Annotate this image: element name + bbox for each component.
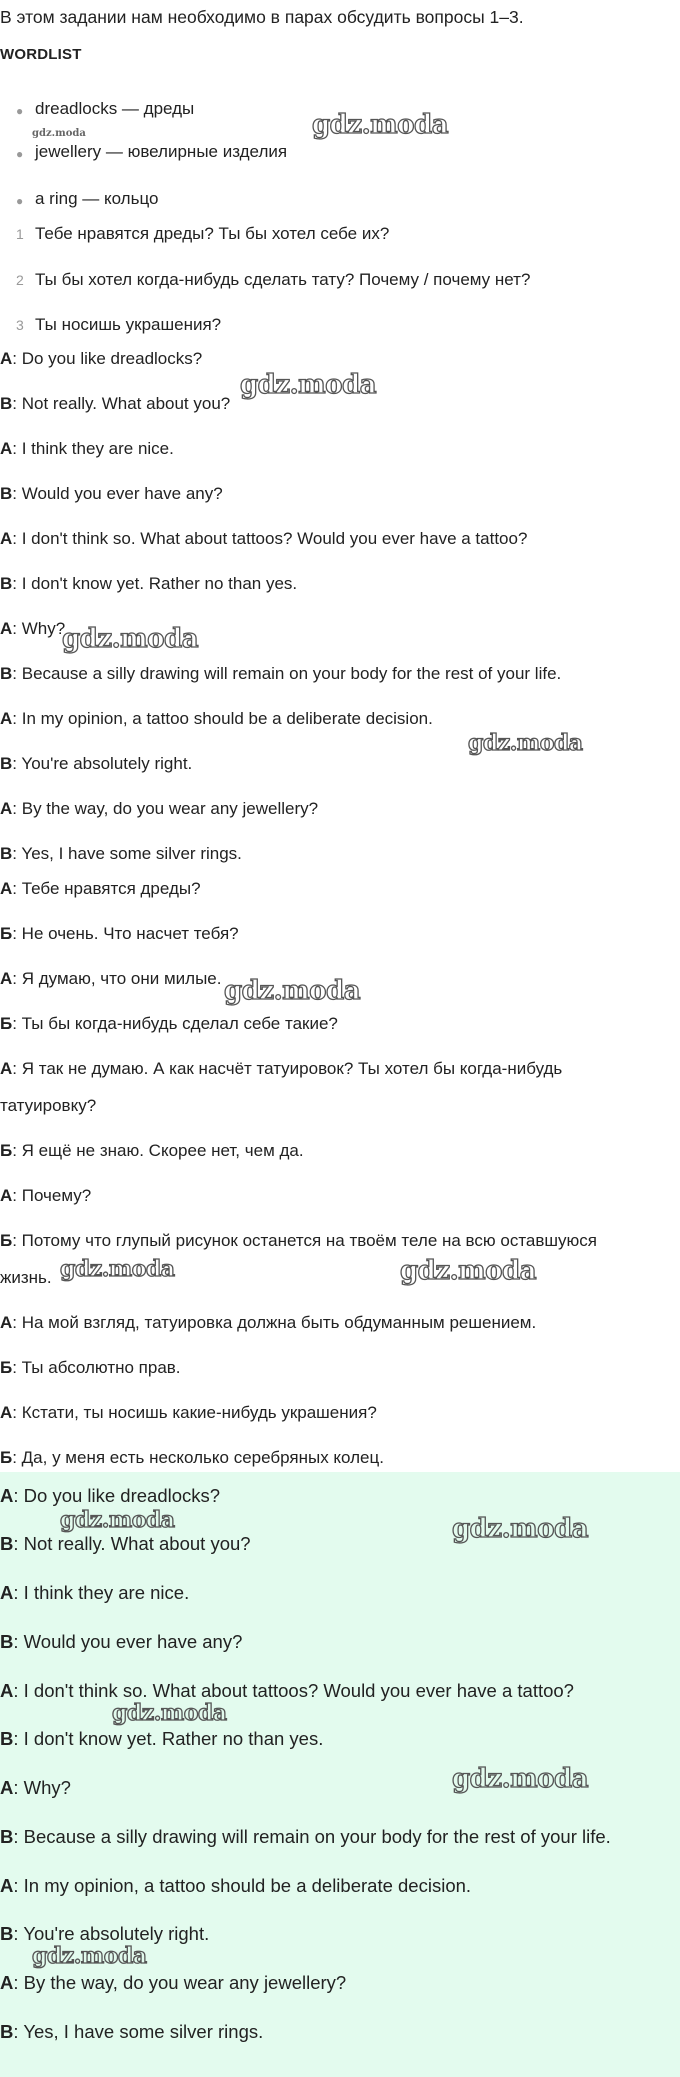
speaker: Б	[0, 1448, 13, 1467]
dialogue-line: B: Yes, I have some silver rings.	[0, 844, 242, 863]
dialogue-line: Б: Ты абсолютно прав.	[0, 1358, 181, 1377]
speaker: A	[0, 1777, 14, 1798]
speaker: B	[0, 484, 13, 503]
dialogue-line: B: I don't know yet. Rather no than yes.	[0, 1728, 324, 1749]
speaker: A	[0, 1875, 14, 1896]
dialogue-line: A: Do you like dreadlocks?	[0, 349, 203, 368]
speaker: А	[0, 879, 13, 898]
watermark-logo: gdz.moda	[60, 1507, 175, 1533]
watermark-logo: gdz.moda	[452, 1764, 589, 1794]
watermark-logo: gdz.moda	[468, 730, 583, 756]
speaker: A	[0, 1485, 14, 1506]
dialogue-line: A: I don't think so. What about tattoos? Would you ever have a tattoo?	[0, 1680, 574, 1701]
wordlist-item: jewellery — ювелирные изделия	[35, 142, 288, 161]
watermark-logo: gdz.moda	[312, 110, 449, 140]
dialogue-line: B: Not really. What about you?	[0, 1533, 251, 1554]
dialogue-line: B: You're absolutely right.	[0, 1923, 210, 1944]
speaker: A	[0, 799, 13, 818]
speaker: А	[0, 1403, 13, 1422]
dialogue-line: А: Тебе нравятся дреды?	[0, 879, 201, 898]
question-text: Ты бы хотел когда-нибудь сделать тату? Почему / почему нет?	[35, 270, 531, 289]
speaker: A	[0, 1680, 14, 1701]
speaker: B	[0, 844, 13, 863]
dialogue-line: А: Кстати, ты носишь какие-нибудь украшения?	[0, 1403, 377, 1422]
dialogue-line-continuation: жизнь.	[0, 1268, 52, 1287]
dialogue-line: B: Not really. What about you?	[0, 394, 231, 413]
speaker: Б	[0, 924, 13, 943]
bullet-icon: ●	[16, 194, 24, 208]
dialogue-line: А: Я так не думаю. А как насчёт татуировок? Ты хотел бы когда-нибудь	[0, 1059, 563, 1078]
speaker: А	[0, 1313, 13, 1332]
dialogue-line: A: Why?	[0, 1777, 71, 1798]
wordlist-item: dreadlocks — дреды	[35, 99, 195, 118]
watermark-logo: gdz.moda	[112, 1700, 227, 1726]
speaker: А	[0, 1186, 13, 1205]
speaker: B	[0, 2021, 14, 2042]
speaker: B	[0, 1631, 14, 1652]
wordlist-title: WORDLIST	[0, 46, 82, 63]
watermark-logo: gdz.moda	[452, 1514, 589, 1544]
dialogue-line: A: Why?	[0, 619, 66, 638]
speaker: A	[0, 1582, 14, 1603]
dialogue-line: А: Почему?	[0, 1186, 92, 1205]
question-text: Тебе нравятся дреды? Ты бы хотел себе их?	[35, 224, 390, 243]
dialogue-line: B: I don't know yet. Rather no than yes.	[0, 574, 298, 593]
dialogue-line: А: Я думаю, что они милые.	[0, 969, 222, 988]
dialogue-line: A: Do you like dreadlocks?	[0, 1485, 221, 1506]
dialogue-line: Б: Ты бы когда-нибудь сделал себе такие?	[0, 1014, 338, 1033]
dialogue-line: A: By the way, do you wear any jewellery?	[0, 1972, 347, 1993]
speaker: B	[0, 1728, 14, 1749]
dialogue-line: Б: Не очень. Что насчет тебя?	[0, 924, 239, 943]
dialogue-line: А: На мой взгляд, татуировка должна быть обдуманным решением.	[0, 1313, 537, 1332]
dialogue-line: B: Would you ever have any?	[0, 1631, 243, 1652]
dialogue-line-continuation: татуировку?	[0, 1096, 97, 1115]
watermark-logo: gdz.moda	[32, 128, 86, 139]
dialogue-line: A: I think they are nice.	[0, 439, 174, 458]
speaker: B	[0, 1533, 14, 1554]
speaker: B	[0, 1923, 14, 1944]
dialogue-line: Б: Да, у меня есть несколько серебряных колец.	[0, 1448, 384, 1467]
speaker: Б	[0, 1358, 13, 1377]
speaker: B	[0, 574, 13, 593]
dialogue-line: A: I think they are nice.	[0, 1582, 190, 1603]
speaker: B	[0, 754, 13, 773]
dialogue-line: B: Would you ever have any?	[0, 484, 223, 503]
watermark-logo: gdz.moda	[62, 624, 199, 654]
dialogue-line: B: Because a silly drawing will remain on your body for the rest of your life.	[0, 1826, 611, 1847]
speaker: А	[0, 969, 13, 988]
watermark-logo: gdz.moda	[60, 1256, 175, 1282]
question-number: 3	[16, 317, 24, 333]
speaker: B	[0, 1826, 14, 1847]
dialogue-line: B: You're absolutely right.	[0, 754, 193, 773]
intro-text: В этом задании нам необходимо в парах обсудить вопросы 1–3.	[0, 7, 524, 27]
watermark-logo: gdz.moda	[224, 976, 361, 1006]
question-number: 1	[16, 226, 24, 242]
speaker: Б	[0, 1141, 13, 1160]
speaker: B	[0, 664, 13, 683]
speaker: B	[0, 394, 13, 413]
speaker: A	[0, 349, 13, 368]
speaker: А	[0, 1059, 13, 1078]
dialogue-line: A: In my opinion, a tattoo should be a deliberate decision.	[0, 1875, 472, 1896]
question-number: 2	[16, 272, 24, 288]
speaker: A	[0, 529, 13, 548]
dialogue-line: A: By the way, do you wear any jewellery?	[0, 799, 319, 818]
dialogue-line: B: Yes, I have some silver rings.	[0, 2021, 264, 2042]
dialogue-line: Б: Потому что глупый рисунок останется на твоём теле на всю оставшуюся	[0, 1231, 598, 1250]
speaker: A	[0, 709, 13, 728]
speaker: Б	[0, 1231, 13, 1250]
speaker: A	[0, 439, 13, 458]
dialogue-line: A: I don't think so. What about tattoos? Would you ever have a tattoo?	[0, 529, 528, 548]
dialogue-line: A: In my opinion, a tattoo should be a deliberate decision.	[0, 709, 433, 728]
bullet-icon: ●	[16, 147, 24, 161]
watermark-logo: gdz.moda	[240, 370, 377, 400]
speaker: A	[0, 1972, 14, 1993]
watermark-logo: gdz.moda	[400, 1256, 537, 1286]
wordlist-item: a ring — кольцо	[35, 189, 159, 208]
dialogue-line: Б: Я ещё не знаю. Скорее нет, чем да.	[0, 1141, 304, 1160]
dialogue-line: B: Because a silly drawing will remain on your body for the rest of your life.	[0, 664, 562, 683]
watermark-logo: gdz.moda	[32, 1943, 147, 1969]
speaker: A	[0, 619, 13, 638]
bullet-icon: ●	[16, 104, 24, 118]
question-text: Ты носишь украшения?	[35, 315, 222, 334]
speaker: Б	[0, 1014, 13, 1033]
